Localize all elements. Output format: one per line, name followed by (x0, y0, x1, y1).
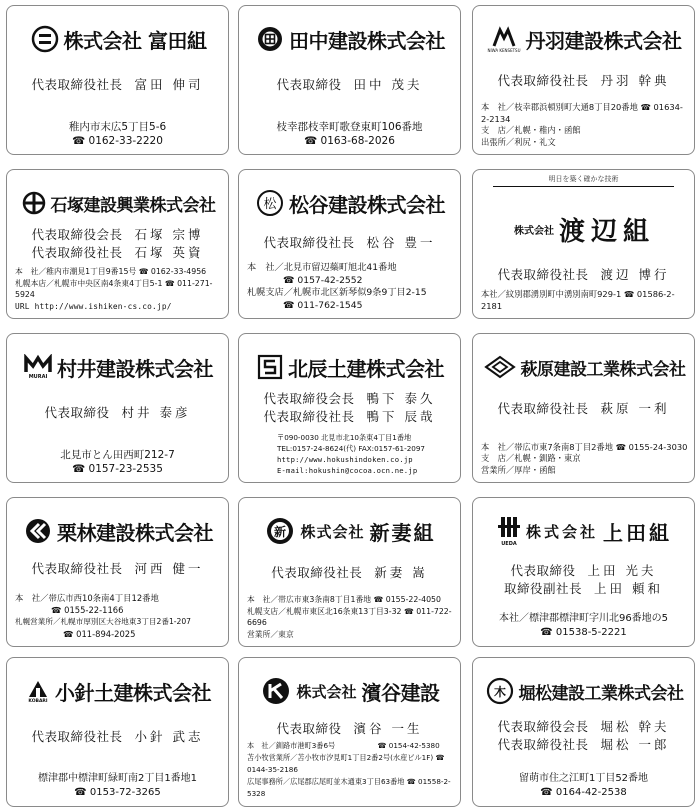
website-url: http://www.hokushindoken.co.jp (277, 455, 413, 464)
offices: 営業所／厚岸・函館 (481, 464, 556, 475)
representative-line (7, 560, 228, 578)
rep-name: 河西 健一 (134, 561, 204, 576)
rep-title: 代表取締役 (510, 563, 576, 578)
hagiwara-logo-icon (484, 355, 516, 379)
company-name: 石塚建設興業株式会社 (50, 195, 216, 216)
hq-address: 本 社／枝幸郡浜頓別町大通8丁目20番地 (481, 102, 638, 112)
business-card-murai (6, 333, 229, 483)
business-card-tomita (6, 5, 229, 155)
phone: ☎ 0144-35-2186 (247, 753, 444, 774)
logo-caption: UEDA (501, 541, 517, 547)
phone: ☎ 0163-68-2026 (239, 134, 460, 148)
business-card-kobari (6, 657, 229, 807)
branch-address: 札幌支店／札幌市北区新琴似9条9丁目2-15 (247, 287, 427, 298)
company-prefix: 株式会社 (513, 225, 554, 237)
business-card-hamaya (238, 657, 461, 807)
business-card-horimatsu (472, 657, 695, 807)
rep-name: 小針 武志 (134, 729, 204, 744)
company-prefix: 株式会社 (525, 522, 598, 541)
address: 枝幸郡枝幸町歌登東町106番地 (276, 121, 423, 133)
business-card-niizuma (238, 497, 461, 647)
phone: ☎ 01538-5-2221 (473, 626, 694, 640)
rep-name: 田中 茂夫 (353, 77, 423, 92)
postal-address: 〒090-0030 北見市北10条東4丁目1番地 (277, 433, 412, 442)
card-header (479, 348, 690, 386)
business-card-ishizuka (6, 169, 229, 319)
company-name: 株式会社 富田組 (63, 28, 207, 53)
rep-name: 濱谷 一生 (353, 721, 423, 736)
hamaya-logo-icon (261, 676, 291, 706)
representative-line (239, 76, 460, 94)
tagline: 明日を築く確かな技術 (493, 174, 674, 187)
niwa-logo-icon (487, 26, 520, 53)
card-header (245, 672, 456, 710)
offices: 出張所／利尻・礼文 (481, 136, 556, 147)
hiroo-office-address: 広尾事務所／広尾郡広尾町並木通東3丁目63番地 (247, 777, 405, 786)
rep-title: 代表取締役会長 (263, 391, 355, 406)
rep-name: 村井 泰彦 (121, 405, 191, 420)
card-footer (473, 612, 694, 640)
representative-line (7, 728, 228, 746)
address: 標津郡中標津町緑町南2丁目1番地1 (37, 773, 198, 784)
company-name: 濱谷建設 (361, 680, 440, 705)
rep-name: 石塚 英資 (134, 245, 204, 260)
business-card-tanaka (238, 5, 461, 155)
rep-title: 代表取締役社長 (497, 267, 589, 282)
company-name: 渡辺組 (558, 216, 655, 247)
rep-title: 代表取締役社長 (31, 561, 123, 576)
rep-title: 代表取締役社長 (31, 245, 123, 260)
card-footer (247, 740, 456, 800)
card-header (13, 184, 224, 222)
hq-address: 本 社／稚内市潮見1丁目9番15号 (15, 267, 137, 276)
svg-text:松: 松 (263, 197, 277, 212)
phone: ☎ 01558-2-5328 (247, 777, 451, 798)
business-card-niwa (472, 5, 695, 155)
card-footer (247, 594, 456, 640)
representative-line (239, 720, 460, 738)
hq-address: 本 社／釧路市港町3番6号 (247, 741, 336, 750)
card-footer (247, 262, 456, 312)
hq-address: 本社／紋別郡湧別町中湧別南町929-1 (481, 289, 622, 299)
representative-line (239, 408, 460, 426)
rep-name: 富田 伸司 (134, 77, 204, 92)
svg-text:新: 新 (274, 525, 287, 539)
company-name: 栗林建設株式会社 (57, 520, 213, 545)
rep-title: 取締役副社長 (504, 581, 583, 596)
rep-title: 代表取締役社長 (497, 73, 589, 88)
card-header (245, 348, 456, 386)
branches: 支 店／札幌・釧路・東京 (481, 453, 581, 463)
rep-name: 鴨下 辰哉 (366, 409, 436, 424)
logo-caption: KOBARI (28, 698, 48, 704)
rep-name: 萩原 一利 (600, 401, 670, 416)
rep-name: 堀松 一郎 (600, 737, 670, 752)
company-name: 丹羽建設株式会社 (525, 28, 682, 53)
card-footer (7, 448, 228, 476)
rep-title: 代表取締役社長 (31, 77, 123, 92)
representative-line (239, 564, 460, 582)
representative-line (7, 76, 228, 94)
matsuya-seal-icon (256, 189, 284, 217)
ueda-logo-icon (497, 515, 521, 547)
address: 北見市とん田西町212-7 (60, 449, 175, 461)
rep-title: 代表取締役社長 (31, 729, 123, 744)
rep-title: 代表取締役会長 (31, 227, 123, 242)
card-footer (481, 442, 690, 477)
phone: ☎ 011-722-6696 (247, 607, 452, 628)
offices: 営業所／東京 (247, 629, 294, 639)
representative-line (7, 244, 228, 262)
phone: ☎ 0157-23-2535 (7, 462, 228, 476)
tanaka-seal-icon (256, 25, 284, 53)
kobari-logo-icon (26, 679, 50, 704)
phone: ☎ 0162-33-4956 (139, 267, 206, 276)
rep-title: 代表取締役会長 (497, 719, 589, 734)
representative-line (473, 562, 694, 580)
phone: ☎ 0155-22-4050 (374, 595, 441, 604)
company-name: 北辰土建株式会社 (288, 356, 444, 381)
company-prefix: 株式会社 (296, 682, 357, 701)
company-name: 堀松建設工業株式会社 (518, 683, 684, 704)
rep-name: 上田 光夫 (587, 563, 657, 578)
hq-address: 本 社／帯広市西10条南4丁目12番地 (15, 593, 159, 603)
representative-line (239, 390, 460, 408)
business-card-hagiwara (472, 333, 695, 483)
phone: ☎ 0164-42-2538 (473, 786, 694, 800)
tel-fax: TEL:0157-24-8624(代) FAX:0157-61-2097 (277, 444, 426, 453)
rep-title: 代表取締役社長 (497, 401, 589, 416)
rep-title: 代表取締役 (276, 721, 342, 736)
phone: ☎ 0155-22-1166 (15, 604, 224, 616)
business-card-matsuya (238, 169, 461, 319)
representative-line (473, 580, 694, 598)
rep-title: 代表取締役社長 (271, 565, 363, 580)
card-footer (239, 120, 460, 148)
card-header (479, 512, 690, 550)
hq-address: 本 社／帯広市東3条南8丁目1番地 (247, 595, 372, 604)
business-card-watanabe (472, 169, 695, 319)
company-name: 萩原建設工業株式会社 (520, 359, 686, 380)
hq-address: 本 社／帯広市東7条南8丁目2番地 (481, 441, 613, 452)
phone: ☎ 01634-2-2134 (481, 102, 683, 124)
representative-line (473, 72, 694, 90)
phone: ☎ 011-762-1545 (247, 300, 456, 313)
phone: ☎ 0153-72-3265 (7, 786, 228, 800)
card-header (13, 672, 224, 710)
business-card-ueda (472, 497, 695, 647)
company-name: 新妻組 (369, 520, 436, 545)
phone: ☎ 0162-33-2220 (7, 134, 228, 148)
horimatsu-logo-icon (486, 677, 514, 705)
branches: 支 店／札幌・稚内・函館 (481, 125, 581, 135)
branch-address: 札幌本店／札幌市中央区南4条東4丁目5-1 (15, 278, 163, 288)
niizuma-seal-icon (265, 516, 295, 546)
rep-name: 上田 頼和 (594, 581, 663, 596)
address: 本社／標津郡標津町字川北96番地の5 (498, 613, 669, 624)
card-footer (481, 102, 690, 148)
branch-address: 札幌支店／札幌市東区北16条東13丁目3-32 (247, 606, 402, 616)
card-footer (15, 592, 224, 640)
company-name: 松谷建設株式会社 (289, 192, 445, 217)
business-card-kuribayashi (6, 497, 229, 647)
card-header (13, 512, 224, 550)
svg-text:木: 木 (493, 685, 506, 699)
representative-line (473, 400, 694, 418)
card-header (479, 672, 690, 710)
rep-title: 代表取締役社長 (263, 235, 355, 250)
hokushin-logo-icon (257, 354, 283, 380)
phone: ☎ 0155-24-3030 (616, 442, 688, 452)
phone: ☎ 0157-42-2552 (247, 275, 456, 288)
kuribayashi-logo-icon (24, 517, 52, 545)
tomakomai-office-address: 苫小牧営業所／苫小牧市汐見町1丁目2番2号(水産ビル1F) (247, 753, 434, 762)
card-footer (15, 266, 224, 312)
card-footer (277, 432, 456, 476)
logo-caption: NIWA KENSETSU (487, 47, 521, 53)
rep-name: 松谷 豊一 (366, 235, 436, 250)
rep-name: 鴨下 泰久 (366, 391, 436, 406)
hq-address: 本 社／北見市留辺蘂町旭北41番地 (247, 262, 397, 273)
ishizuka-logo-icon (22, 191, 46, 215)
card-footer (481, 289, 690, 312)
phone: ☎ 011-271-5924 (15, 279, 212, 300)
rep-name: 新妻 嵩 (374, 565, 428, 580)
tomita-logo-icon (31, 25, 59, 53)
representative-line (7, 226, 228, 244)
website-url: URL http://www.ishiken-cs.co.jp/ (15, 301, 172, 311)
card-header (479, 210, 690, 248)
logo-caption: MURAI (28, 374, 48, 380)
company-name: 田中建設株式会社 (289, 28, 445, 53)
card-header (245, 512, 456, 550)
rep-title: 代表取締役 (44, 405, 110, 420)
representative-line (239, 234, 460, 252)
email: E-mail:hokushin@cocoa.ocn.ne.jp (277, 466, 418, 475)
phone: ☎ 0154-42-5380 (378, 741, 440, 750)
card-header (245, 184, 456, 222)
rep-name: 堀松 幹夫 (600, 719, 670, 734)
card-header (245, 20, 456, 58)
company-prefix: 株式会社 (300, 522, 365, 541)
rep-title: 代表取締役社長 (263, 409, 355, 424)
card-footer (7, 772, 228, 800)
company-name: 村井建設株式会社 (57, 356, 213, 381)
representative-line (7, 404, 228, 422)
sales-office-address: 札幌営業所／札幌市厚別区大谷地東3丁目2番1-207 (15, 617, 192, 626)
rep-name: 石塚 宗博 (134, 227, 204, 242)
rep-title: 代表取締役社長 (497, 737, 589, 752)
rep-name: 渡辺 博行 (600, 267, 670, 282)
rep-name: 丹羽 幹典 (600, 73, 670, 88)
phone: ☎ 01586-2-2181 (481, 289, 675, 311)
representative-line (473, 736, 694, 754)
card-header (13, 348, 224, 386)
representative-line (473, 266, 694, 284)
representative-line (473, 718, 694, 736)
card-footer (7, 120, 228, 148)
business-card-hokushin (238, 333, 461, 483)
card-footer (473, 772, 694, 800)
card-header (13, 20, 224, 58)
card-header (479, 20, 690, 58)
murai-logo-icon (24, 354, 52, 380)
company-name: 上田組 (603, 520, 672, 545)
address: 稚内市末広5丁目5-6 (68, 121, 167, 133)
rep-title: 代表取締役 (276, 77, 342, 92)
address: 留萌市住之江町1丁目52番地 (518, 773, 649, 784)
company-name: 小針土建株式会社 (55, 680, 211, 705)
phone: ☎ 011-894-2025 (15, 628, 224, 640)
